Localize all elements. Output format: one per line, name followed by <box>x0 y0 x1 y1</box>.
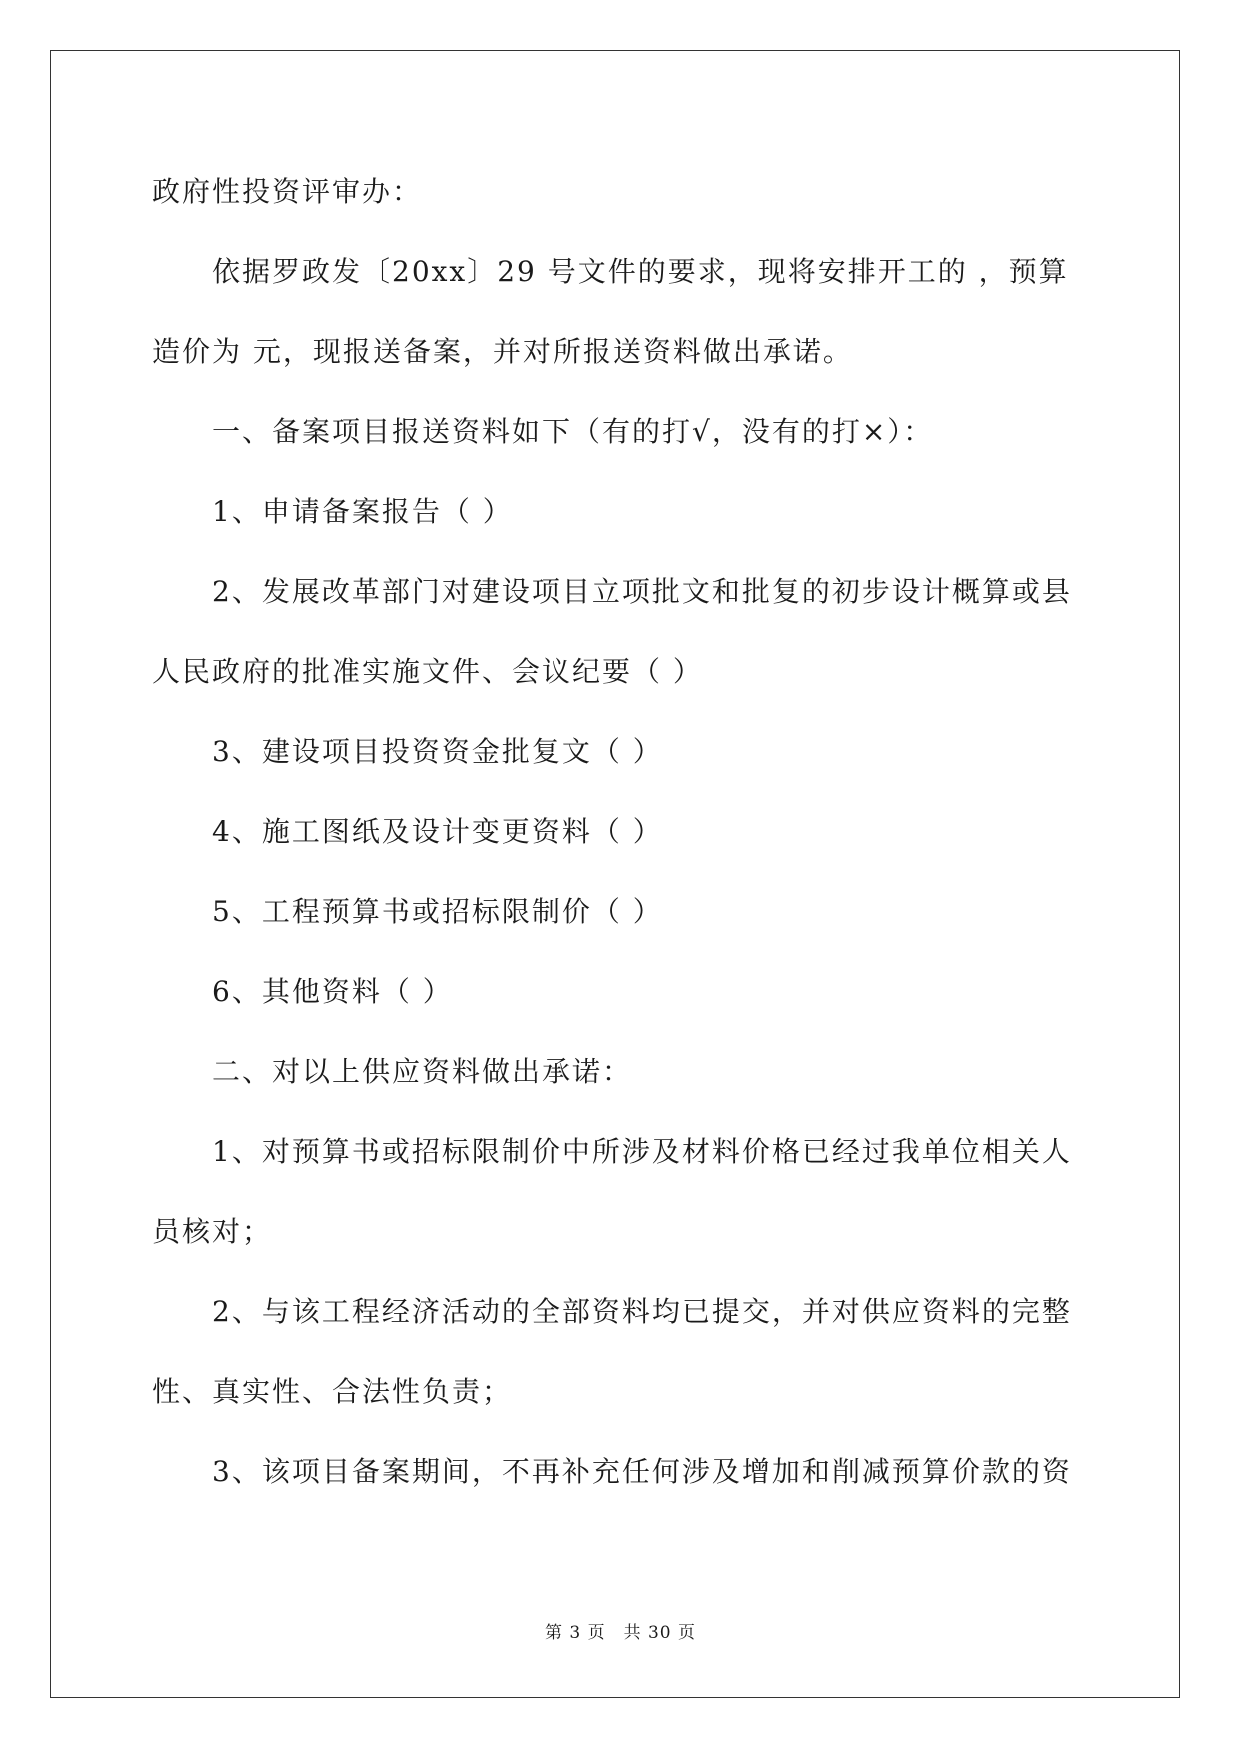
list-item: 2、与该工程经济活动的全部资料均已提交，并对供应资料的完整 <box>212 1295 1072 1328</box>
list-item-continuation: 性、真实性、合法性负责； <box>152 1375 513 1408</box>
list-item-continuation: 员核对； <box>152 1215 273 1248</box>
page-number: 第 3 页 共 30 页 <box>544 1623 697 1643</box>
addressee-line: 政府性投资评审办： <box>152 175 423 208</box>
list-item: 4、施工图纸及设计变更资料（ ） <box>212 815 663 848</box>
list-item-continuation: 人民政府的批准实施文件、会议纪要（ ） <box>152 655 703 688</box>
paragraph-line: 造价为 元，现报送备案，并对所报送资料做出承诺。 <box>152 335 853 368</box>
list-item: 2、发展改革部门对建设项目立项批文和批复的初步设计概算或县 <box>212 575 1072 608</box>
list-item: 1、对预算书或招标限制价中所涉及材料价格已经过我单位相关人 <box>212 1135 1072 1168</box>
paragraph-line: 依据罗政发〔20xx〕29 号文件的要求，现将安排开工的 ，预算 <box>212 255 1069 288</box>
list-item: 3、建设项目投资资金批复文（ ） <box>212 735 663 768</box>
section-heading: 一、备案项目报送资料如下（有的打√，没有的打×）： <box>212 415 934 448</box>
list-item: 3、该项目备案期间，不再补充任何涉及增加和削减预算价款的资 <box>212 1455 1072 1488</box>
list-item: 5、工程预算书或招标限制价（ ） <box>212 895 663 928</box>
list-item: 6、其他资料（ ） <box>212 975 453 1008</box>
list-item: 1、申请备案报告（ ） <box>212 495 513 528</box>
page-border <box>50 50 1180 1698</box>
section-heading: 二、对以上供应资料做出承诺： <box>212 1055 633 1088</box>
